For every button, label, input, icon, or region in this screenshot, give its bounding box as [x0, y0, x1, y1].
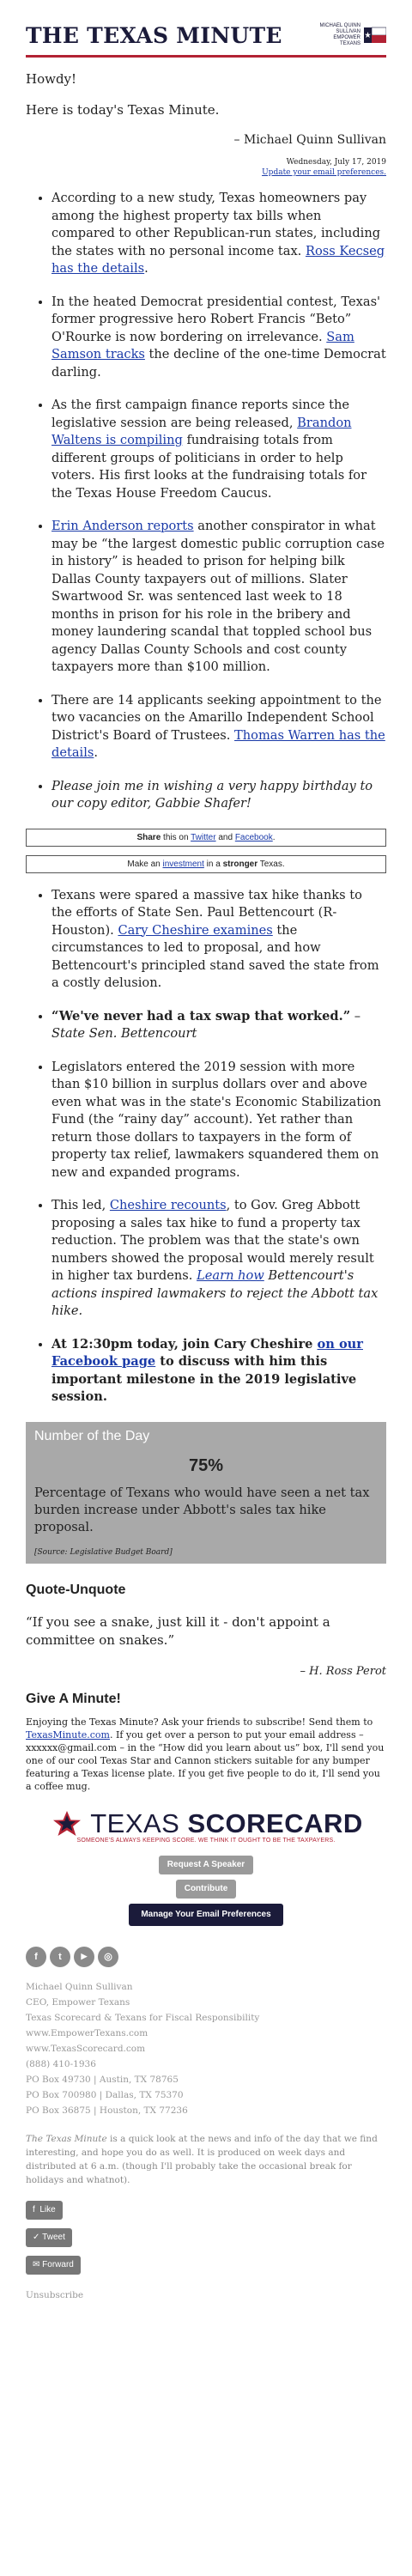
- envelope-icon: ✉: [33, 2259, 43, 2269]
- number-value: 75%: [188, 1455, 224, 1475]
- list-item: • At 12:30pm today, join Cary Cheshire on our Facebook page to discuss with him this important milestone in the 2019 legislative session.: [52, 1336, 386, 1406]
- news-list-2: [26, 887, 386, 1406]
- facebook-icon[interactable]: f: [26, 1947, 46, 1967]
- update-preferences-link[interactable]: Update your email preferences.: [262, 168, 386, 177]
- news-link[interactable]: Sam Samson tracks: [52, 329, 354, 361]
- header: [26, 0, 386, 53]
- masthead-title: THE TEXAS MINUTE: [26, 22, 282, 48]
- give-minute-title: Give A Minute!: [26, 1691, 121, 1706]
- texas-star-icon: [49, 1811, 85, 1837]
- list-item: [52, 778, 386, 813]
- news-list: [26, 190, 386, 813]
- list-item: • Texans were spared a massive tax hike thanks to the efforts of State Sen. Paul Bettencourt (R-Houston). Cary Cheshire examines the circumstances to led to proposal, and how Bettencourt's principled stand saved the state from a costly delusion.: [52, 887, 386, 993]
- footer-line: CEO, Empower Texans: [26, 1996, 130, 2008]
- news-link[interactable]: Cary Cheshire examines: [118, 922, 273, 938]
- like-button[interactable]: f Like: [26, 2201, 63, 2220]
- footer-contact: [26, 1979, 386, 2118]
- action-buttons: [26, 1856, 386, 1926]
- unsubscribe-link[interactable]: Unsubscribe: [26, 2289, 84, 2300]
- request-speaker-button[interactable]: Request A Speaker: [159, 1856, 253, 1874]
- manage-preferences-button[interactable]: Manage Your Email Preferences: [129, 1904, 282, 1926]
- share-facebook-link[interactable]: Facebook: [234, 832, 273, 842]
- number-description: Percentage of Texans who would have seen a net tax burden increase under Abbott's sales tax hike proposal.: [34, 1485, 370, 1534]
- footer-line: PO Box 36875 | Houston, TX 77236: [26, 2105, 188, 2116]
- share-twitter-link[interactable]: Twitter: [191, 832, 216, 842]
- texas-scorecard-logo: TEXAS SCORECARD SOMEONE'S ALWAYS KEEPING SCORE. WE THINK IT OUGHT TO BE THE TAXPAYERS.: [26, 1793, 386, 1844]
- number-title: Number of the Day: [26, 1422, 386, 1448]
- list-item: • “We've never had a tax swap that worked.” – State Sen. Bettencourt: [52, 1008, 386, 1043]
- forward-button[interactable]: ✉ Forward: [26, 2256, 81, 2275]
- quote-attribution: State Sen. Bettencourt: [52, 1026, 197, 1041]
- give-minute-text: Enjoying the Texas Minute? Ask your friends to subscribe! Send them to TexasMinute.com. If you get over a person to put your email address – xxxxxx@gmail.com – in the “How did you learn about us” box, I'll send you one of our cool Texas Star and Cannon stickers suitable for any bumper featuring a Texas license plate. If you get five people to do it, I'll send you a coffee mug.: [26, 1716, 385, 1792]
- scorecard-tagline: SOMEONE'S ALWAYS KEEPING SCORE. WE THINK IT OUGHT TO BE THE TAXPAYERS.: [76, 1837, 336, 1844]
- twitter-icon[interactable]: t: [50, 1947, 70, 1967]
- news-link[interactable]: Ross Kecseg has the details: [52, 243, 385, 276]
- investment-link[interactable]: investment: [162, 859, 204, 869]
- instagram-icon[interactable]: ◎: [98, 1947, 118, 1967]
- list-item: • As the first campaign finance reports since the legislative session are being released, Brandon Waltens is compiling fundraising totals from different groups of politicians in order to help voters. His first looks at the fundraising totals for the Texas House Freedom Caucus.: [52, 397, 386, 502]
- greeting: Howdy!: [26, 71, 77, 87]
- footer-line: (888) 410-1936: [26, 2058, 96, 2069]
- tweet-button[interactable]: ✓ Tweet: [26, 2228, 72, 2247]
- quote-unquote-text: “If you see a snake, just kill it - don't appoint a committee on snakes.”: [26, 1613, 330, 1648]
- footer-share-buttons: [26, 2201, 386, 2275]
- news-link[interactable]: Cheshire recounts: [109, 1198, 227, 1212]
- news-link[interactable]: Erin Anderson reports: [52, 519, 194, 533]
- news-link[interactable]: Thomas Warren has the details: [52, 727, 385, 760]
- list-item: • There are 14 applicants seeking appointment to the two vacancies on the Amarillo Independent School District's Board of Trustees. Thomas Warren has the details.: [52, 692, 386, 762]
- contribute-button[interactable]: Contribute: [176, 1880, 237, 1899]
- youtube-icon[interactable]: ▶: [74, 1947, 94, 1967]
- social-icons: [26, 1947, 386, 1967]
- dateline: [26, 157, 386, 178]
- share-box: Share this on Twitter and Facebook.: [26, 829, 386, 847]
- signature: – Michael Quinn Sullivan: [233, 133, 386, 147]
- logo-line: MICHAEL QUINN: [319, 23, 360, 28]
- facebook-icon: f: [33, 2204, 40, 2215]
- texas-flag-icon: [364, 24, 386, 46]
- facebook-page-link[interactable]: on our Facebook page: [52, 1336, 363, 1369]
- list-item: • According to a new study, Texas homeowners pay among the highest property tax bills when compared to other Republican-run states, including the states with no personal income tax. Ross Kecseg has the details.: [52, 190, 386, 278]
- number-source: [Source: Legislative Budget Board]: [34, 1547, 173, 1557]
- texasminute-link[interactable]: TexasMinute.com: [26, 1728, 110, 1741]
- quote-unquote-attribution: – H. Ross Perot: [300, 1664, 386, 1678]
- quote-text: “We've never had a tax swap that worked.”: [52, 1008, 351, 1024]
- number-of-the-day: [26, 1422, 386, 1564]
- issue-date: Wednesday, July 17, 2019: [286, 158, 386, 167]
- header-rule: [26, 55, 386, 58]
- footer-line: PO Box 700980 | Dallas, TX 75370: [26, 2089, 184, 2100]
- list-item: • This led, Cheshire recounts, to Gov. Greg Abbott proposing a sales tax hike to fund a property tax reduction. The problem was that the state's own numbers showed the proposal would merely result in higher tax burdens. Learn how Bettencourt's actions inspired lawmakers to reject the Abbott tax hike.: [52, 1197, 386, 1321]
- footer-line: Michael Quinn Sullivan: [26, 1981, 133, 1992]
- twitter-icon: ✓: [33, 2232, 43, 2242]
- birthday-note: Please join me in wishing a very happy birthday to our copy editor, Gabbie Shafer!: [52, 778, 373, 811]
- footer-line: PO Box 49730 | Austin, TX 78765: [26, 2074, 179, 2085]
- logo-line: SULLIVAN: [336, 29, 360, 34]
- list-item: • Erin Anderson reports another conspirator in what may be “the largest domestic public corruption case in history” is headed to prison for helping bilk Dallas County taxpayers out of millions. Slater Swartwood Sr. was sentenced last week to 18 months in prison for his role in the bribery and money laundering scandal that toppled school bus agency Dallas County Schools and cost county taxpayers more than $100 million.: [52, 518, 386, 677]
- about-text: The Texas Minute is a quick look at the news and info of the day that we find interesting, and hope you do as well. It is produced on week days and distributed at 6 a.m. (though I'll probably take the occasional break for holidays and whatnot).: [26, 2133, 378, 2185]
- logo-line: EMPOWER TEXANS: [333, 35, 360, 46]
- quote-unquote-title: Quote-Unquote: [26, 1582, 126, 1597]
- learn-how-link[interactable]: Learn how: [197, 1268, 264, 1283]
- news-link[interactable]: Brandon Waltens is compiling: [52, 415, 352, 447]
- intro-text: Here is today's Texas Minute.: [26, 102, 220, 118]
- footer-link[interactable]: www.EmpowerTexans.com: [26, 2027, 148, 2038]
- list-item: • In the heated Democrat presidential contest, Texas' former progressive hero Robert Francis “Beto” O'Rourke is now bordering on irrelevance. Sam Samson tracks the decline of the one-time Democrat darling.: [52, 294, 386, 382]
- footer-line: Texas Scorecard & Texans for Fiscal Responsibility: [26, 2012, 260, 2023]
- footer-link[interactable]: www.TexasScorecard.com: [26, 2043, 146, 2054]
- list-item: • Legislators entered the 2019 session with more than $10 billion in surplus dollars over and above even what was in the state's Economic Stabilization Fund (the “rainy day” account). Yet rather than return those dollars to taxpayers in the form of property tax relief, lawmakers squandered them on new and expanded programs.: [52, 1059, 386, 1182]
- invest-box: Make an investment in a stronger Texas.: [26, 855, 386, 873]
- msq-logo: [316, 23, 386, 47]
